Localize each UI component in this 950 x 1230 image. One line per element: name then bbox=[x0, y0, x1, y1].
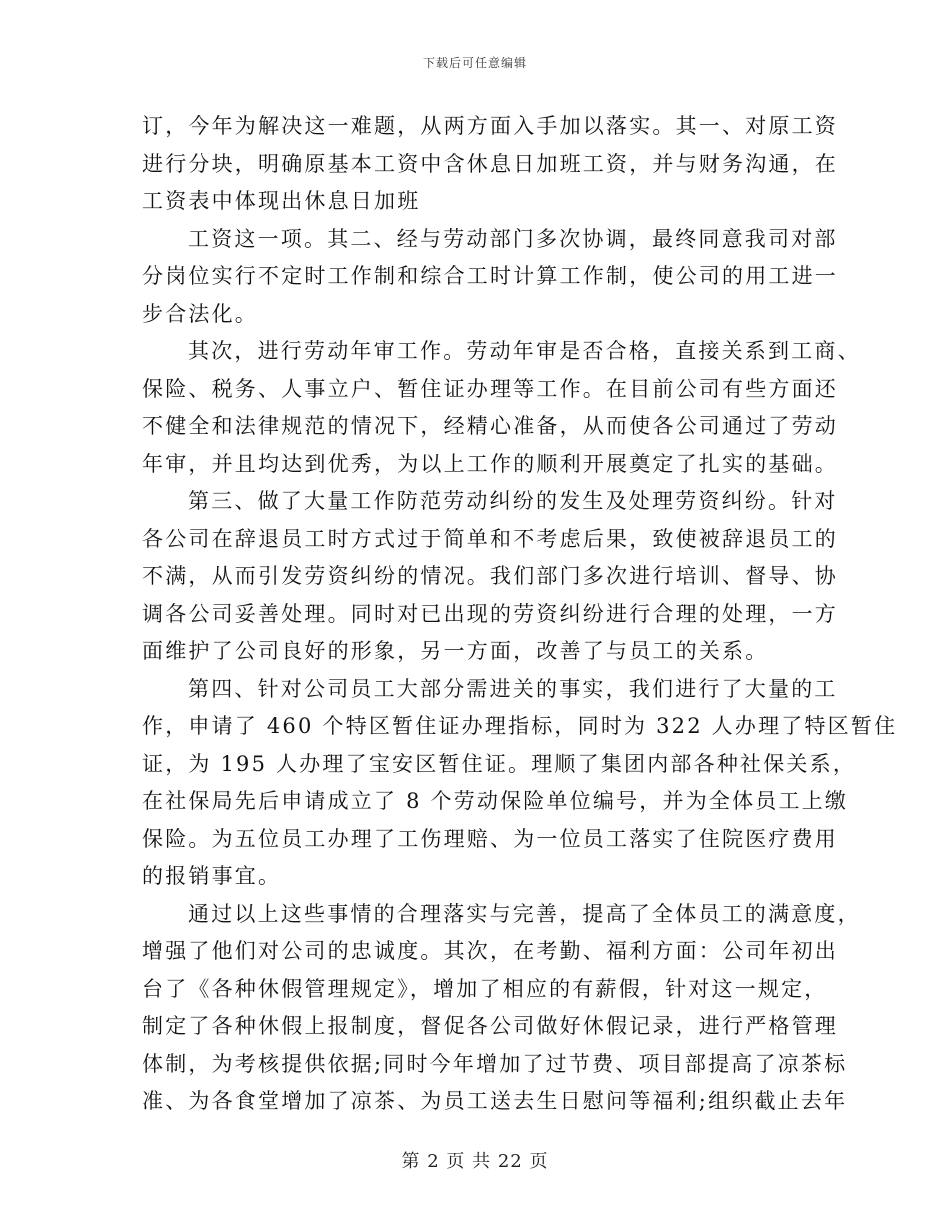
text-line: 保险、税务、人事立户、暂住证办理等工作。在目前公司有些方面还 bbox=[142, 376, 838, 401]
page-header: 下载后可任意编辑 bbox=[422, 56, 527, 70]
text-line: 步合法化。 bbox=[142, 301, 258, 326]
text-line: 证，为 195 人办理了宝安区暂住证。理顺了集团内部各种社保关系， bbox=[142, 751, 857, 776]
text-line: 制定了各种休假上报制度，督促各公司做好休假记录，进行严格管理 bbox=[142, 1014, 838, 1038]
text-line: 作，申请了 460 个特区暂住证办理指标，同时为 322 人办理了特区暂住 bbox=[142, 714, 898, 738]
document-body bbox=[142, 108, 898, 1121]
text-line: 体制，为考核提供依据;同时今年增加了过节费、项目部提高了凉茶标 bbox=[142, 1051, 848, 1076]
text-line: 增强了他们对公司的忠诚度。其次，在考勤、福利方面：公司年初出 bbox=[142, 939, 838, 963]
text-line: 在社保局先后申请成立了 8 个劳动保险单位编号，并为全体员工上缴 bbox=[142, 789, 849, 813]
text-line: 通过以上这些事情的合理落实与完善，提高了全体员工的满意度， bbox=[188, 901, 861, 926]
text-line: 工资表中体现出休息日加班 bbox=[142, 189, 421, 213]
text-line: 各公司在辞退员工时方式过于简单和不考虑后果，致使被辞退员工的 bbox=[142, 526, 838, 551]
text-line: 不满，从而引发劳资纠纷的情况。我们部门多次进行培训、督导、协 bbox=[142, 564, 838, 588]
text-line: 保险。为五位员工办理了工伤理赔、为一位员工落实了住院医疗费用 bbox=[142, 826, 838, 851]
text-line: 第三、做了大量工作防范劳动纠纷的发生及处理劳资纠纷。针对 bbox=[188, 489, 838, 513]
text-line: 不健全和法律规范的情况下，经精心准备，从而使各公司通过了劳动 bbox=[142, 414, 838, 438]
text-line: 年审，并且均达到优秀，为以上工作的顺利开展奠定了扎实的基础。 bbox=[142, 451, 838, 476]
text-line: 工资这一项。其二、经与劳动部门多次协调，最终同意我司对部 bbox=[188, 226, 838, 251]
text-line: 第四、针对公司员工大部分需进关的事实，我们进行了大量的工 bbox=[188, 676, 838, 701]
text-line: 进行分块，明确原基本工资中含休息日加班工资，并与财务沟通，在 bbox=[142, 151, 838, 176]
text-line: 面维护了公司良好的形象，另一方面，改善了与员工的关系。 bbox=[142, 639, 769, 663]
text-line: 订，今年为解决这一难题，从两方面入手加以落实。其一、对原工资 bbox=[142, 114, 838, 138]
text-line: 调各公司妥善处理。同时对已出现的劳资纠纷进行合理的处理，一方 bbox=[142, 601, 838, 626]
text-line: 其次，进行劳动年审工作。劳动年审是否合格，直接关系到工商、 bbox=[188, 339, 861, 363]
text-line: 台了《各种休假管理规定》，增加了相应的有薪假，针对这一规定， bbox=[142, 976, 828, 1001]
page-number-footer: 第 2 页 共 22 页 bbox=[401, 1151, 549, 1172]
text-line: 分岗位实行不定时工作制和综合工时计算工作制，使公司的用工进一 bbox=[142, 264, 838, 288]
text-line: 准、为各食堂增加了凉茶、为员工送去生日慰问等福利;组织截止去年 bbox=[142, 1089, 848, 1113]
text-line: 的报销事宜。 bbox=[142, 864, 282, 888]
